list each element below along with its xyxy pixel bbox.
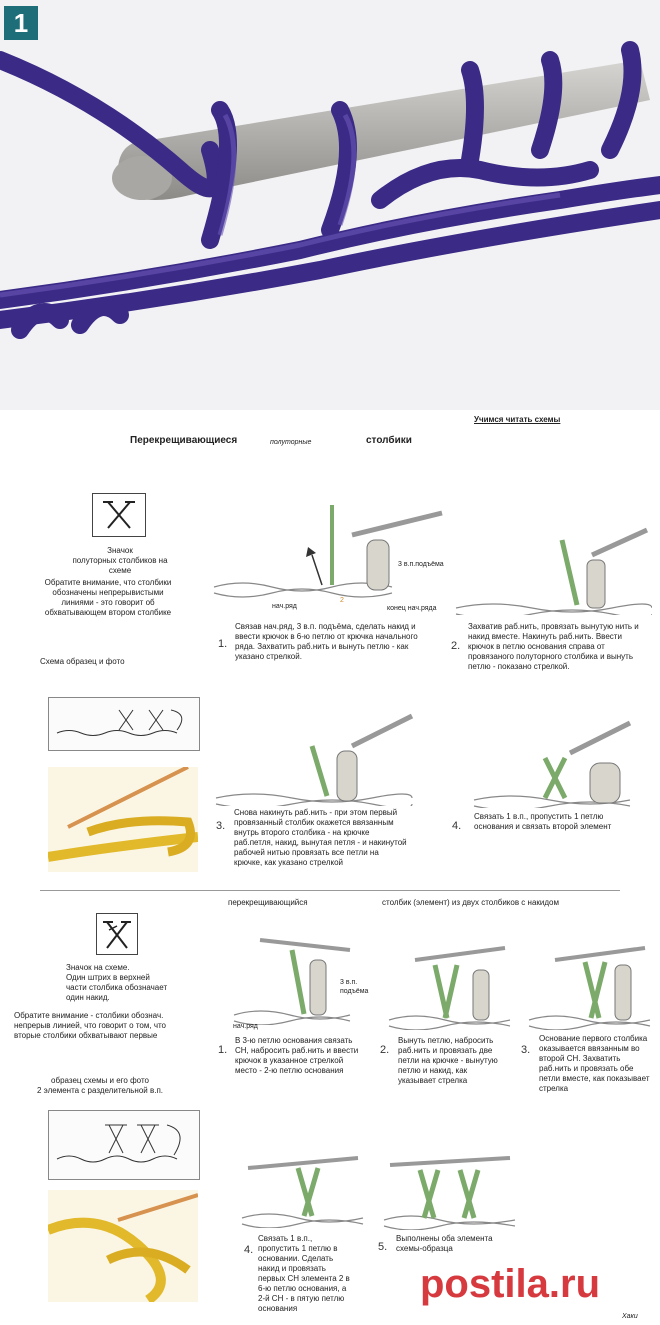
step2-1-text: В 3-ю петлю основания связать СН, набросить раб.нить и ввести крючок в указанное стрелкой место - 2-ю петлю основания bbox=[235, 1036, 359, 1075]
diagram2-step-4 bbox=[238, 1138, 368, 1228]
label-2: 2 bbox=[340, 597, 344, 604]
step2-5-num: 5. bbox=[378, 1241, 388, 1253]
series-title: Учимся читать схемы bbox=[474, 415, 561, 424]
step-4-text: Связать 1 в.п., пропустить 1 петлю основания и связать второй элемент bbox=[474, 812, 612, 831]
diagram2-step-5 bbox=[380, 1140, 520, 1230]
step2-3-text: Основание первого столбика оказывается ввязанным во второй СН. Захватить раб.нить и провязать обе петли вместе, как показывает стрелка bbox=[539, 1034, 650, 1093]
label2-3vp: 3 в.п. подъёма bbox=[340, 979, 369, 995]
step-4-num: 4. bbox=[452, 820, 462, 832]
step-1-text: Связав нач.ряд, 3 в.п. подъёма, сделать накид и ввести крючок в 6-ю петлю от крючка начального ряда. Захватить раб.нить и вынуть петлю - как указано стрелкой. bbox=[235, 622, 418, 661]
title-left: Перекрещивающиеся bbox=[130, 435, 238, 446]
crochet-photo-illustration bbox=[0, 0, 660, 410]
signature: Хаки bbox=[622, 1313, 638, 1320]
note-2: Обратите внимание - столбики обознач. непрерыв линией, что говорит о том, что вторые столбики обхватывают первые bbox=[14, 1011, 167, 1040]
crossed-dc-symbol-icon bbox=[97, 914, 137, 954]
note-1: Обратите внимание, что столбики обозначены непрерывистыми линиями - это говорит об обхватывающем втором столбике bbox=[44, 578, 172, 617]
step2-3-num: 3. bbox=[521, 1044, 531, 1056]
yellow-sample-illustration-2 bbox=[48, 1190, 198, 1302]
section-divider bbox=[40, 890, 620, 891]
symbol-box-2 bbox=[96, 913, 138, 955]
symbol-box-1 bbox=[92, 493, 146, 537]
title-mid: полуторные bbox=[270, 439, 312, 446]
schema-diagram-2 bbox=[49, 1111, 199, 1179]
symbol-caption-1: Значок полуторных столбиков на схеме bbox=[72, 546, 168, 575]
step-2-text: Захватив раб.нить, провязать вынутую нить и накид вместе. Накинуть раб.нить. Ввести крючок в петлю основания справа от провязаного полуторного столбика и вынуть петлю - показано стрелкой. bbox=[468, 622, 639, 671]
label-3vp: 3 в.п.подъёма bbox=[398, 561, 444, 568]
label2-nach-ryad: нач.ряд bbox=[233, 1023, 258, 1030]
schema-box-1 bbox=[48, 697, 200, 751]
label-nach-ryad: нач.ряд bbox=[272, 603, 297, 610]
diagram-step-4 bbox=[470, 718, 640, 808]
label-crossing: перекрещивающийся bbox=[228, 898, 308, 907]
brand-logo[interactable] bbox=[420, 1262, 600, 1307]
step-1-num: 1. bbox=[218, 638, 228, 650]
step2-1-num: 1. bbox=[218, 1044, 228, 1056]
step2-2-text: Вынуть петлю, набросить раб.нить и провязать две петли на крючке - вынутую петлю и накид, как указывает стрелка bbox=[398, 1036, 498, 1085]
label-element: столбик (элемент) из двух столбиков с накидом bbox=[382, 898, 559, 907]
symbol-caption-2: Значок на схеме. Один штрих в верхней части столбика обозначает один накид. bbox=[66, 963, 168, 1002]
step2-4-num: 4. bbox=[244, 1244, 254, 1256]
schema-caption-2: образец схемы и его фото 2 элемента с разделительной в.п. bbox=[37, 1076, 163, 1095]
schema-box-2 bbox=[48, 1110, 200, 1180]
step-2-num: 2. bbox=[451, 640, 461, 652]
step2-5-text: Выполнены оба элемента схемы-образца bbox=[396, 1234, 493, 1253]
diagram-step-1 bbox=[212, 495, 452, 615]
step-badge: 1 bbox=[4, 6, 38, 40]
step-3-text: Снова накинуть раб.нить - при этом первый провязанный столбик окажется ввязанным внутрь второго столбика - на крючке раб.петля, накид, вынутая петля - и накинутой рабочей нитью провязать все петли на крючке, как указано стрелкой bbox=[234, 808, 407, 867]
step2-2-num: 2. bbox=[380, 1044, 390, 1056]
brand-name: postila bbox=[420, 1262, 549, 1306]
step2-4-text: Связать 1 в.п., пропустить 1 петлю в основании. Сделать накид и провязать первых СН элемента 2 в 6-ю петлю основания, а 2-й СН - в пятую петлю основания bbox=[258, 1234, 350, 1313]
brand-domain: .ru bbox=[548, 1262, 601, 1306]
top-photo bbox=[0, 0, 660, 410]
diagram2-step-2 bbox=[385, 940, 515, 1030]
sample-photo-1 bbox=[48, 767, 198, 872]
title-right: столбики bbox=[366, 435, 412, 446]
yellow-sample-illustration bbox=[48, 767, 198, 872]
diagram-step-2 bbox=[452, 520, 652, 615]
sample-photo-2 bbox=[48, 1190, 198, 1302]
diagram2-step-3 bbox=[525, 940, 655, 1030]
step-3-num: 3. bbox=[216, 820, 226, 832]
crossed-stitch-symbol-icon bbox=[93, 494, 145, 536]
diagram-step-3 bbox=[212, 706, 422, 806]
schema-diagram-1 bbox=[49, 698, 199, 750]
label-konets: конец нач.ряда bbox=[387, 605, 437, 612]
schema-caption-1: Схема образец и фото bbox=[40, 657, 125, 666]
